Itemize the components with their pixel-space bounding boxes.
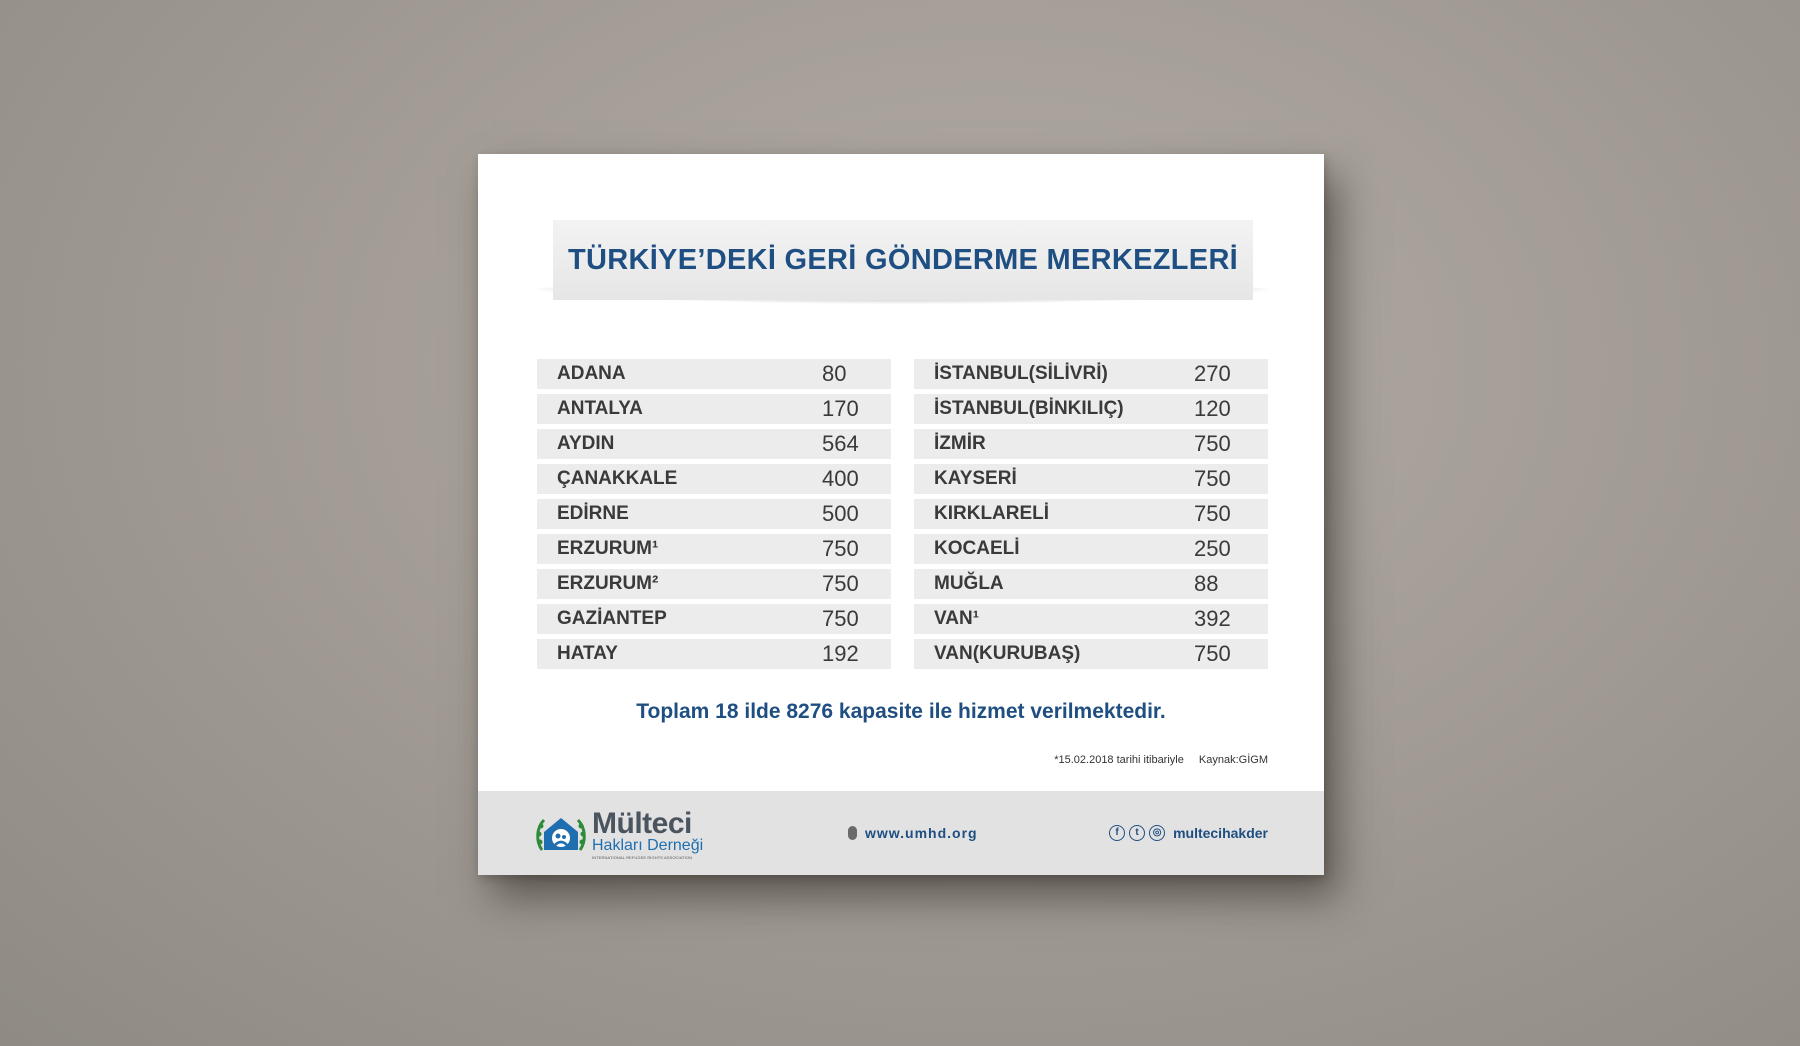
city-name: AYDIN [557,433,615,454]
table-row [537,464,891,494]
table-row [537,569,891,599]
table-row [537,359,891,389]
city-name: KIRKLARELİ [934,503,1050,524]
capacity-value: 170 [822,396,859,421]
city-name: VAN(KURUBAŞ) [934,643,1081,664]
city-name: HATAY [557,643,618,664]
table-row [914,429,1268,459]
facebook-icon[interactable]: f [1109,825,1125,841]
total-summary: Toplam 18 ilde 8276 kapasite ile hizmet verilmektedir. [636,700,1166,723]
capacity-value: 88 [1194,571,1219,596]
table-row [914,639,1268,669]
table-row [537,534,891,564]
capacity-value: 120 [1194,396,1231,421]
capacity-value: 250 [1194,536,1231,561]
logo-tagline: INTERNATIONAL REFUGEE RIGHTS ASSOCIATION [592,855,693,860]
city-name: MUĞLA [934,573,1004,594]
logo-main-text: Mülteci [592,807,692,840]
table-row [914,464,1268,494]
capacity-value: 750 [822,606,859,631]
source-note [1054,754,1268,766]
page-title: TÜRKİYE’DEKİ GERİ GÖNDERME MERKEZLERİ [567,243,1239,276]
website-link[interactable]: www.umhd.org [865,825,978,841]
table-row [914,394,1268,424]
city-name: İZMİR [934,433,986,454]
city-name: KOCAELİ [934,538,1020,559]
capacity-value: 750 [1194,501,1231,526]
table-row [537,394,891,424]
website[interactable] [848,825,978,841]
table-row [914,359,1268,389]
logo-text [592,809,703,860]
city-name: EDİRNE [557,503,629,524]
capacity-value: 392 [1194,606,1231,631]
note-date: *15.02.2018 tarihi itibariyle [1054,754,1184,766]
city-name: İSTANBUL(SİLİVRİ) [934,363,1108,384]
table-row [914,534,1268,564]
right-table [914,359,1268,674]
capacity-value: 750 [1194,431,1231,456]
city-name: GAZİANTEP [557,608,667,629]
city-name: ERZURUM² [557,573,659,594]
social-links [1109,825,1268,841]
infographic-card [478,154,1324,875]
logo-sub-text: Hakları Derneği [592,837,704,854]
social-handle[interactable]: multecihakder [1173,825,1268,841]
city-name: ANTALYA [557,398,643,419]
twitter-icon[interactable]: t [1129,825,1145,841]
capacity-value: 80 [822,361,847,386]
note-source: Kaynak:GİGM [1198,754,1268,766]
capacity-value: 564 [822,431,859,456]
city-name: ERZURUM¹ [557,538,659,559]
left-table [537,359,891,674]
logo [534,809,703,860]
capacity-value: 750 [1194,641,1231,666]
capacity-value: 750 [822,571,859,596]
title-banner [553,220,1253,310]
city-name: İSTANBUL(BİNKILIÇ) [934,398,1124,419]
city-name: KAYSERİ [934,468,1017,489]
footer [478,791,1324,875]
laurel-globe-icon [534,812,588,858]
mouse-icon [848,826,857,840]
banner-panel [553,220,1253,300]
table-row [537,639,891,669]
table-row [537,429,891,459]
capacity-value: 192 [822,641,859,666]
table-row [914,499,1268,529]
city-name: VAN¹ [934,608,980,629]
table-row [537,604,891,634]
city-name: ADANA [557,363,626,384]
table-row [914,569,1268,599]
table-row [914,604,1268,634]
instagram-icon[interactable]: ◎ [1149,825,1165,841]
city-name: ÇANAKKALE [557,468,678,489]
table-row [537,499,891,529]
capacity-value: 270 [1194,361,1231,386]
capacity-value: 750 [1194,466,1231,491]
capacity-value: 750 [822,536,859,561]
capacity-value: 400 [822,466,859,491]
capacity-value: 500 [822,501,859,526]
